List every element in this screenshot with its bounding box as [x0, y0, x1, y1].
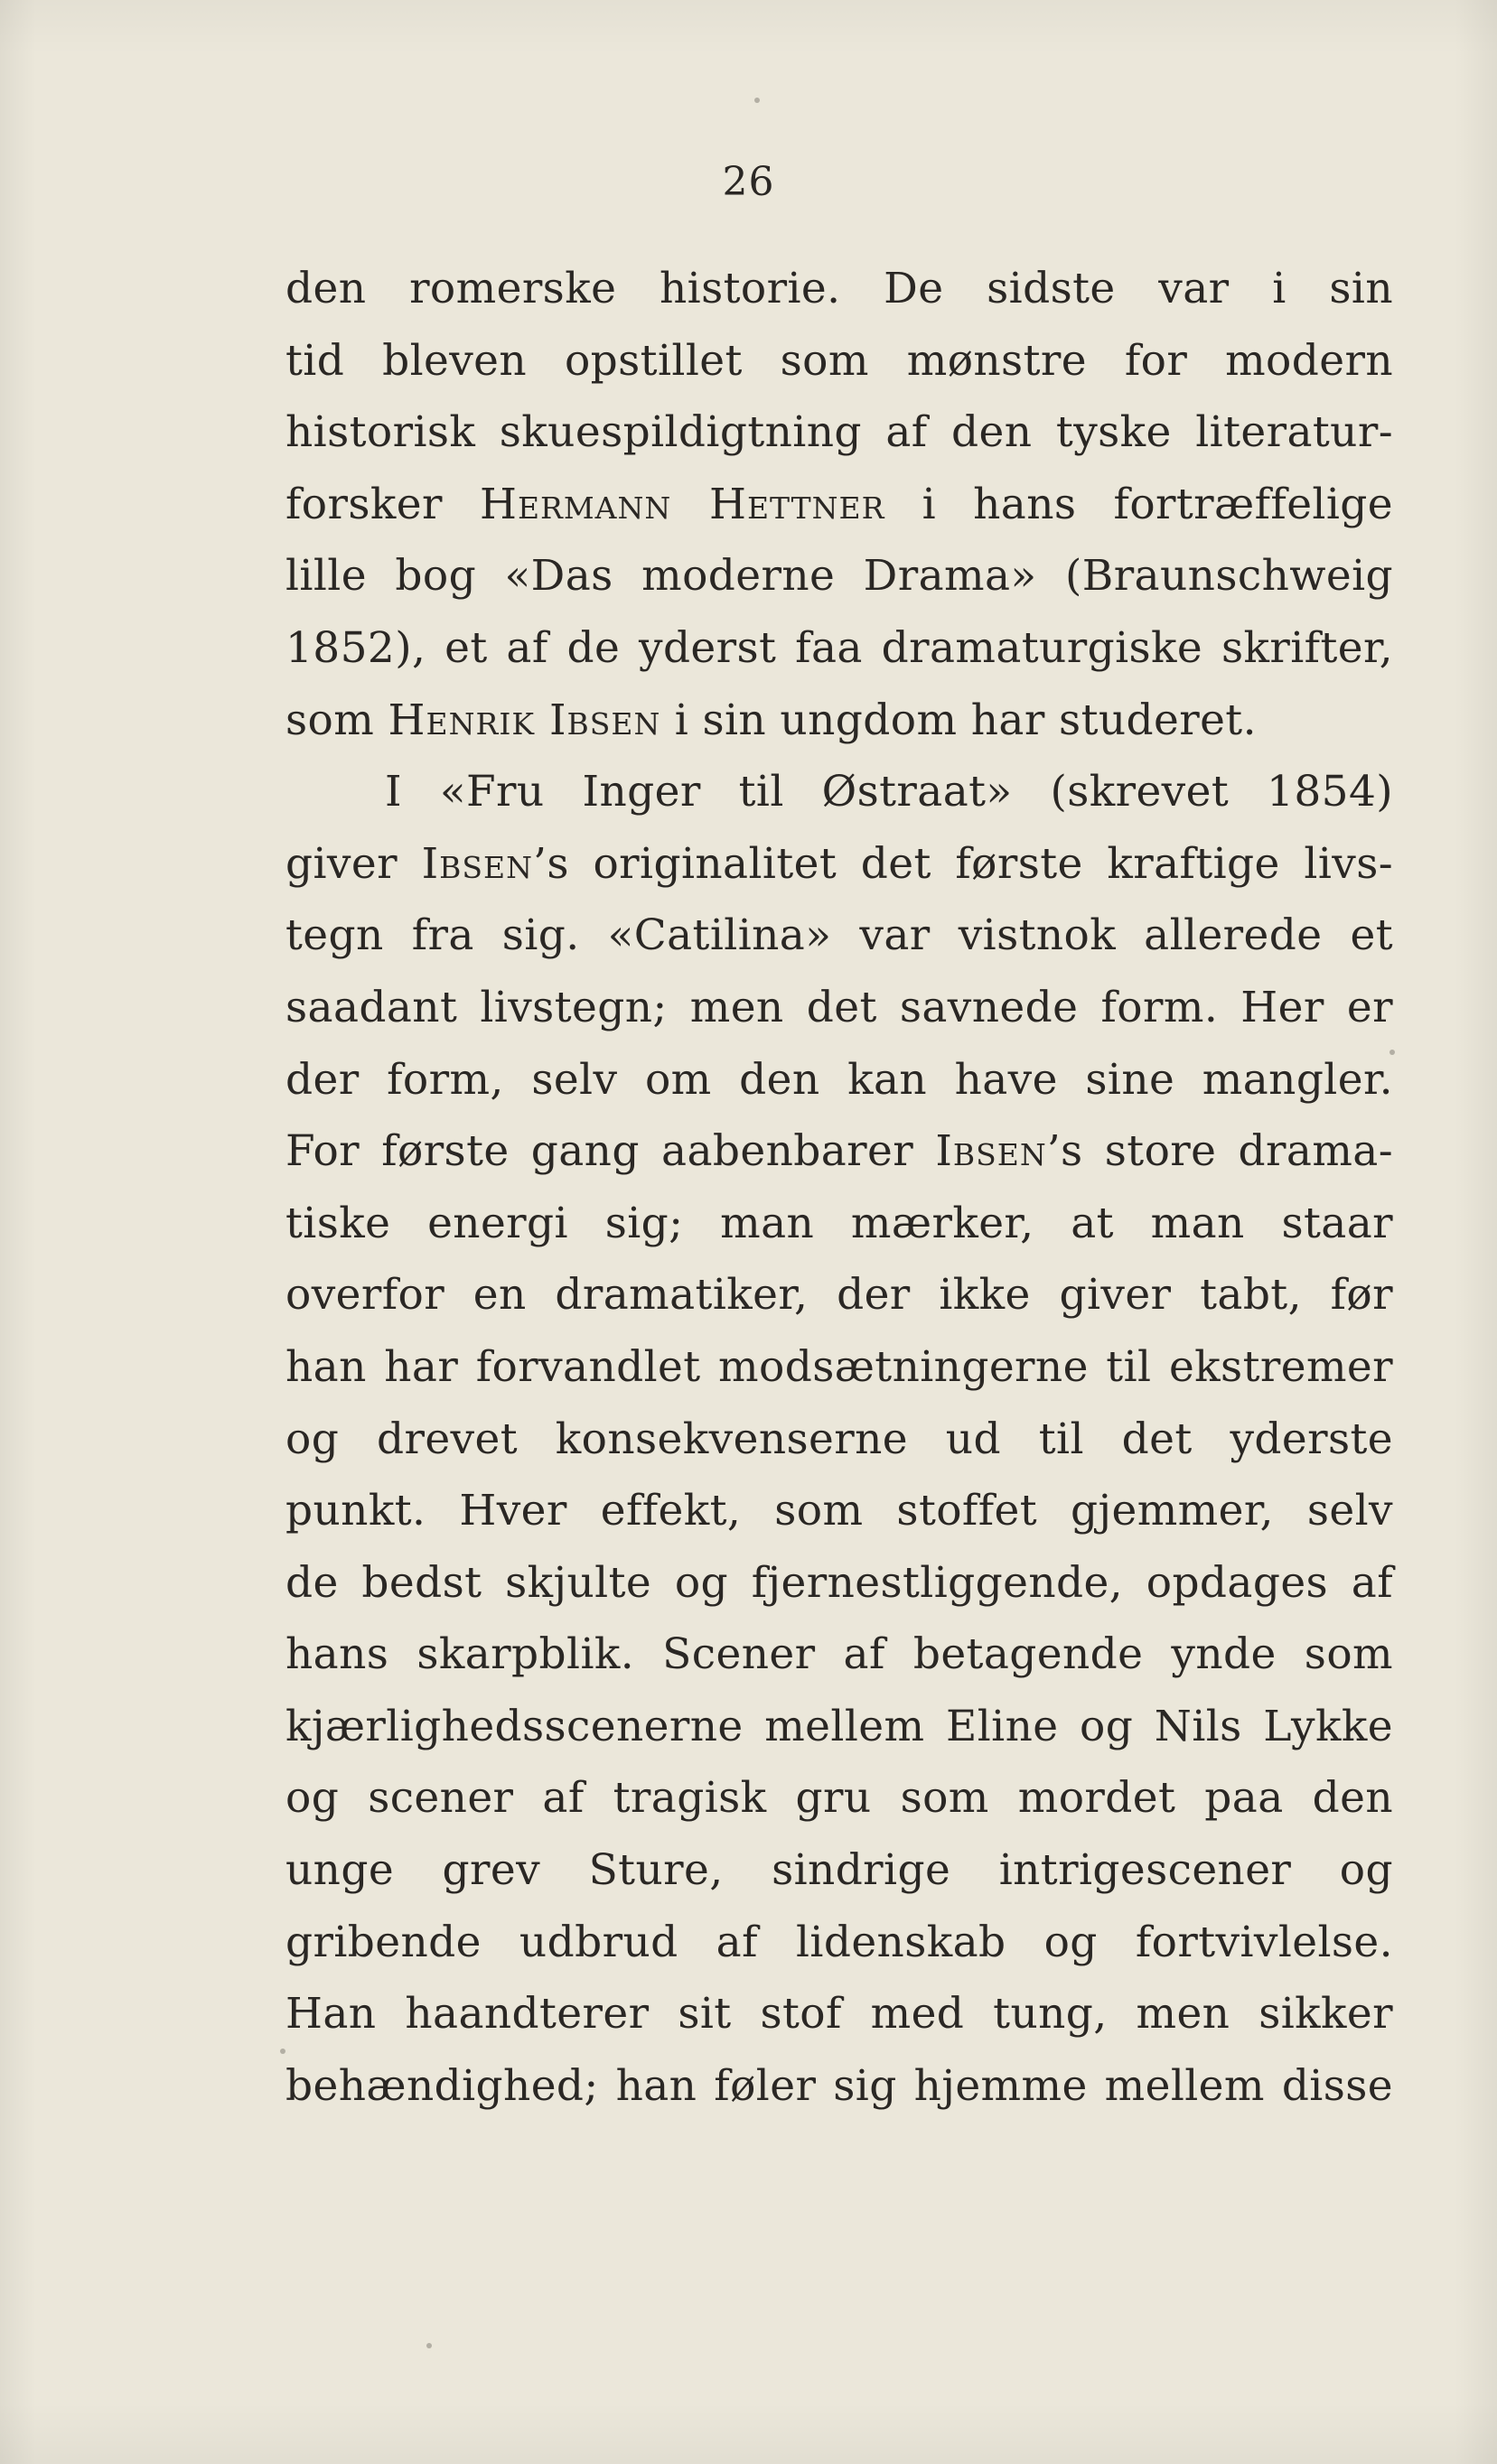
text-line	[285, 2050, 1393, 2123]
text-line	[285, 756, 1393, 828]
text-line	[285, 685, 1393, 757]
text-run: som	[285, 695, 388, 745]
text-run: unge grev Sture, sindrige intrigescener og	[285, 1845, 1393, 1896]
text-run: Han haandterer sit stof med tung, men sikker	[285, 1989, 1393, 2039]
small-caps-name: Ibsen	[421, 838, 533, 889]
text-line	[285, 469, 1393, 541]
text-line	[285, 540, 1393, 612]
text-line	[285, 1331, 1393, 1404]
text-line	[285, 900, 1393, 972]
text-run: i sin ungdom har studeret.	[660, 695, 1257, 745]
text-line	[285, 253, 1393, 325]
text-run: og scener af tragisk gru som mordet paa den	[285, 1773, 1393, 1824]
text-line	[285, 1259, 1393, 1331]
text-line	[285, 1762, 1393, 1834]
text-line	[285, 1547, 1393, 1619]
text-run: de bedst skjulte og fjernestliggende, opdages af	[285, 1557, 1393, 1608]
text-run: For første gang aabenbarer	[285, 1126, 936, 1177]
text-line	[285, 1691, 1393, 1763]
text-run: 1852), et af de yderst faa dramaturgiske skrifter,	[285, 622, 1393, 673]
text-line	[285, 1044, 1393, 1116]
text-run: tegn fra sig. «Catilina» var vistnok allerede et	[285, 910, 1393, 961]
text-run: han har forvandlet modsætningerne til ekstremer	[285, 1341, 1393, 1392]
text-run: lille bog «Das moderne Drama» (Braunschweig	[285, 551, 1393, 602]
text-line	[285, 1188, 1393, 1260]
text-run: i hans fortræffelige	[884, 479, 1393, 529]
text-line	[285, 1907, 1393, 1979]
text-line	[285, 397, 1393, 469]
text-run: ’s originalitet det første kraftige livs-	[532, 838, 1394, 889]
text-run: tiske energi sig; man mærker, at man staar	[285, 1198, 1393, 1248]
text-line	[285, 1404, 1393, 1476]
text-run: giver	[285, 838, 422, 889]
small-caps-name: Ibsen	[935, 1126, 1047, 1177]
text-line	[285, 1115, 1393, 1188]
text-line	[285, 1475, 1393, 1547]
text-line	[285, 1978, 1393, 2050]
text-run: forsker	[285, 479, 480, 529]
paper-speck	[754, 98, 760, 103]
body-text	[285, 253, 1393, 2122]
text-run: kjærlighedsscenerne mellem Eline og Nils Lykke	[285, 1701, 1393, 1751]
text-line	[285, 1834, 1393, 1907]
text-run: den romerske historie. De sidste var i sin	[285, 264, 1393, 313]
text-run: hans skarpblik. Scener af betagende ynde som	[285, 1629, 1393, 1680]
paper-speck	[280, 2049, 285, 2054]
text-run: punkt. Hver effekt, som stoffet gjemmer, selv	[285, 1486, 1393, 1536]
text-line	[285, 828, 1393, 901]
text-run: og drevet konsekvenserne ud til det yderste	[285, 1414, 1393, 1464]
text-run: tid bleven opstillet som mønstre for modern	[285, 335, 1393, 386]
text-run: overfor en dramatiker, der ikke giver tabt, før	[285, 1270, 1393, 1321]
text-run: ’s store drama-	[1046, 1126, 1393, 1177]
text-line	[285, 612, 1393, 685]
text-run: I «Fru Inger til Østraat» (skrevet 1854)	[385, 767, 1393, 817]
page-number: 26	[722, 159, 775, 205]
text-run: der form, selv om den kan have sine mangler.	[285, 1054, 1393, 1105]
paper-speck	[1389, 1050, 1395, 1055]
text-run: saadant livstegn; men det savnede form. Her er	[285, 982, 1393, 1032]
text-run: behændighed; han føler sig hjemme mellem disse	[285, 2060, 1393, 2111]
paper-speck	[426, 2343, 432, 2348]
text-run: gribende udbrud af lidenskab og fortvivlelse.	[285, 1917, 1393, 1967]
small-caps-name: Henrik Ibsen	[388, 695, 661, 745]
text-line	[285, 325, 1393, 397]
text-run: historisk skuespildigtning af den tyske literatur-	[285, 407, 1393, 458]
text-line	[285, 972, 1393, 1044]
small-caps-name: Hermann Hettner	[479, 479, 885, 529]
text-line	[285, 1619, 1393, 1691]
